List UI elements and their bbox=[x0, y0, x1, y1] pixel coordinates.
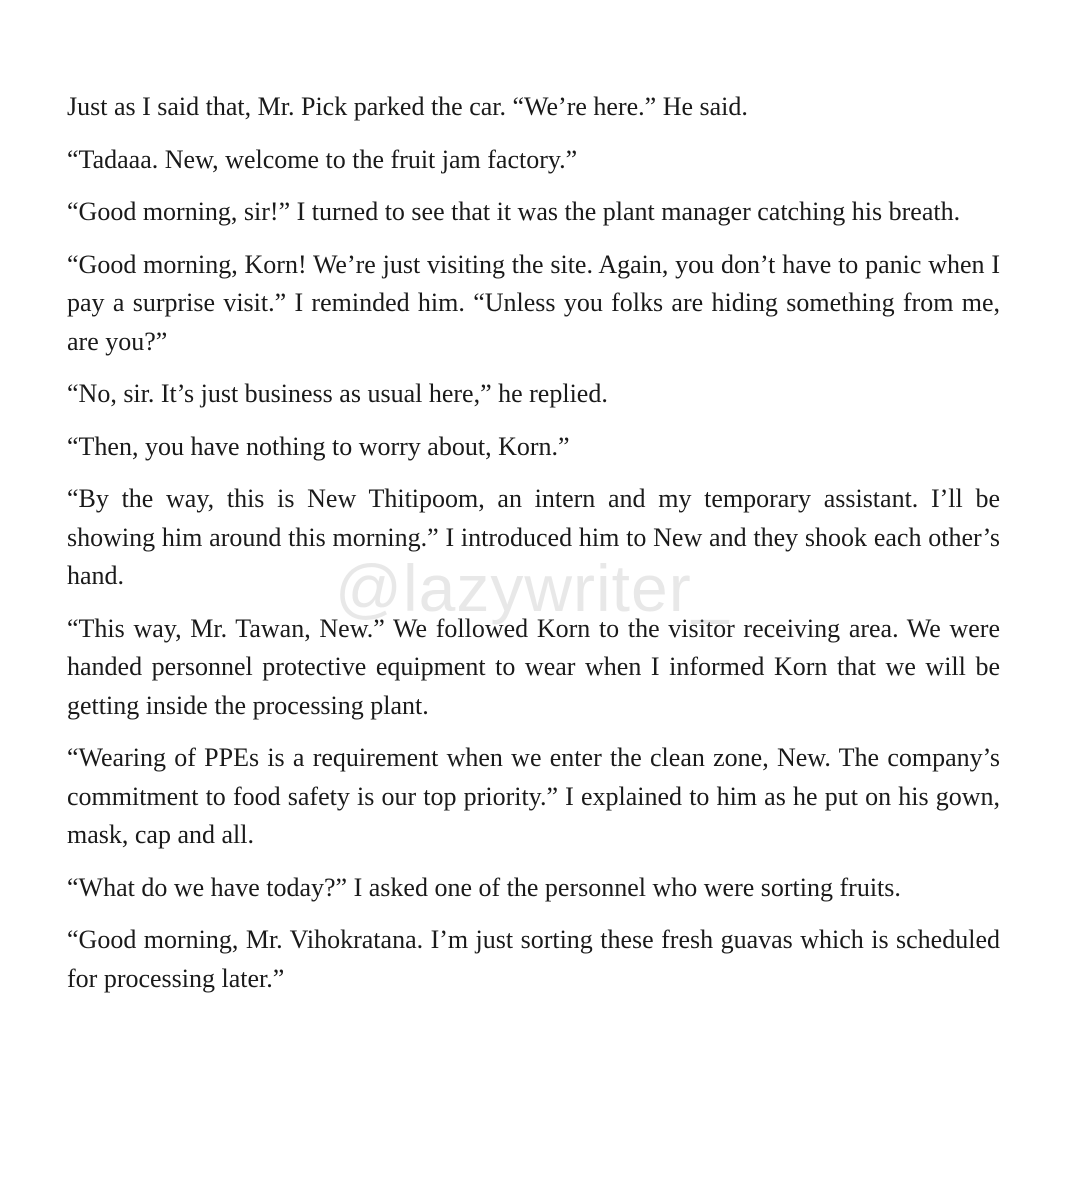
paragraph: “No, sir. It’s just business as usual here,” he replied. bbox=[67, 379, 608, 408]
paragraph: “This way, Mr. Tawan, New.” We followed Korn to the visitor receiving area. We were handed personnel protective equipment to wear when I informed Korn that we will be getting inside the processing plant. bbox=[67, 613, 1000, 720]
paragraph: “By the way, this is New Thitipoom, an intern and my temporary assistant. I’ll be showing him around this morning.” I introduced him to New and they shook each other’s hand. bbox=[67, 484, 1000, 590]
paragraph: “What do we have today?” I asked one of the personnel who were sorting fruits. bbox=[67, 872, 901, 902]
paragraph: “Good morning, sir!” I turned to see that it was the plant manager catching his breath. bbox=[67, 197, 961, 226]
paragraph: “Wearing of PPEs is a requirement when we enter the clean zone, New. The company’s commitment to food safety is our top priority.” I explained to him as he put on his gown, mask, cap and all. bbox=[67, 743, 1000, 849]
story-text bbox=[67, 88, 1000, 1012]
paragraph: “Then, you have nothing to worry about, Korn.” bbox=[67, 431, 570, 461]
paragraph: “Good morning, Korn! We’re just visiting the site. Again, you don’t have to panic when I pay a surprise visit.” I reminded him. “Unless you folks are hiding something from me, are you?” bbox=[67, 249, 1000, 356]
paragraph: Just as I said that, Mr. Pick parked the car. “We’re here.” He said. bbox=[67, 92, 748, 121]
paragraph: “Tadaaa. New, welcome to the fruit jam factory.” bbox=[67, 144, 578, 174]
watermark: @lazywriter_ bbox=[335, 551, 730, 625]
paragraph: “Good morning, Mr. Vihokratana. I’m just sorting these fresh guavas which is scheduled for processing later.” bbox=[67, 925, 1000, 993]
